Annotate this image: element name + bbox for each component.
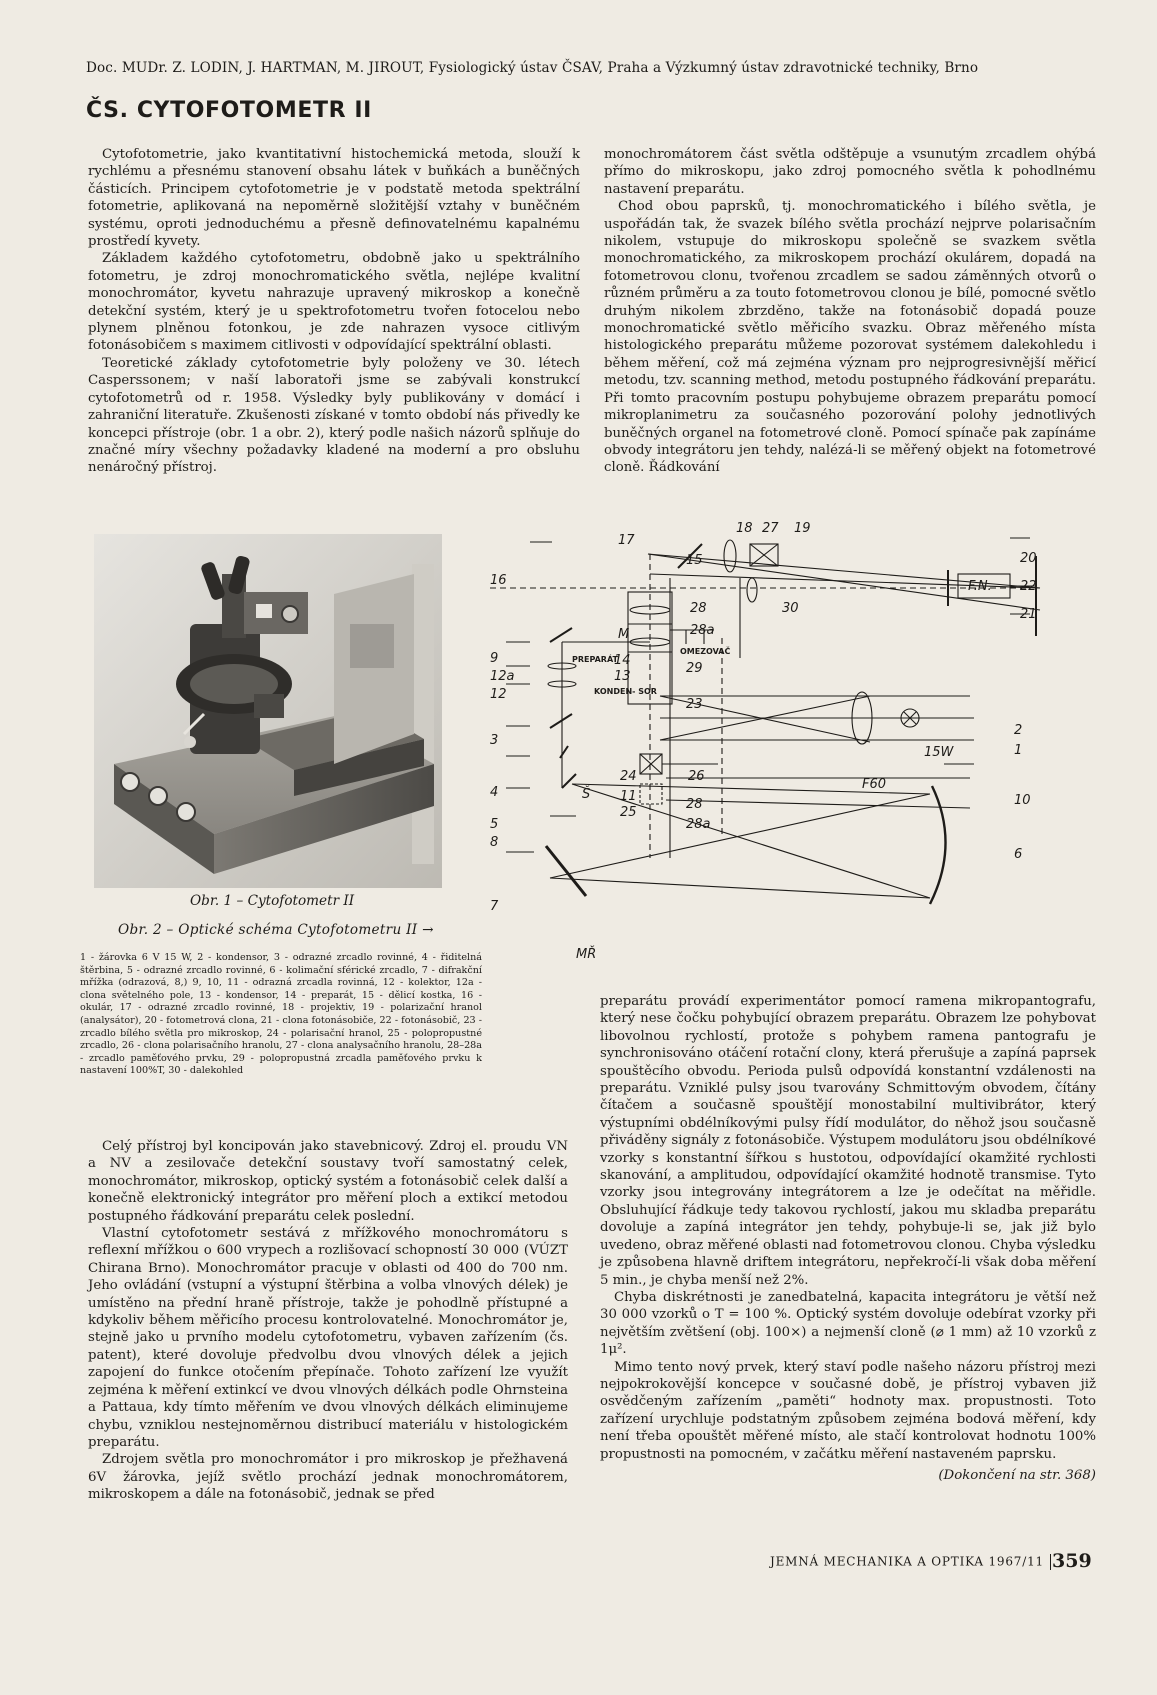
label-kondensor: KONDEN- SOR: [594, 687, 657, 696]
label-22: 22: [1020, 579, 1037, 594]
label-12a: 12a: [490, 669, 515, 684]
label-20: 20: [1020, 551, 1037, 566]
paragraph: preparátu provádí experimentátor pomocí ramena mikropantografu, který nese čočku pohybující obrazem preparátu. Obrazem lze pohybovat libovolnou rychlostí, protože s pohybem ramena pantografu je synchronisováno otáčení rotační clony, která přerušuje a zapíná paprsek spouštěcího obvodu. Perioda pulsů odpovídá konstantní vzdálenosti na preparátu. Vzniklé pulsy jsou tvarovány Schmittovým obvodem, čítány čítačem a současně spouštějí monostabilní multivibrátor, který výstupními obdélníkovými pulsy řídí modulátor, do něhož jsou současně přiváděny signály z fotonásobiče. Výstupem modulátoru jsou obdélníkové vzorky s konstantní šířkou s hustotou, odpovídající okamžité rychlosti skanování, a amplitudou, odpovídající okamžité hodnotě transmise. Tyto vzorky jsou integrovány integrátorem a lze je odečítat na měřidle. Obsluhující řádkuje tedy takovou rychlostí, jakou mu skladba preparátu dovoluje a zapíná integrátor jen tehdy, pohybuje-li se, jak již bylo uvedeno, obraz měřené oblasti nad fotometrovou clonou. Chyba výsledku je způsobena hlavně driftem integrátoru, nepřekročí-li však doba měření 5 min., je chyba menší než 2%.: [600, 994, 1096, 1288]
paragraph: Zdrojem světla pro monochromátor i pro mikroskop je přežhavená 6V žárovka, jejíž světlo prochází jednak monochromátorem, mikroskopem a dále na fotonásobič, jednak se před: [88, 1452, 568, 1503]
journal-name: JEMNÁ MECHANIKA A OPTIKA 1967/11: [770, 1554, 1044, 1569]
label-17: 17: [618, 533, 635, 548]
label-11: 11: [620, 789, 637, 804]
label-8: 8: [490, 835, 499, 850]
label-21: 21: [1020, 607, 1037, 622]
footer-divider: [1050, 1554, 1051, 1570]
label-grating: MŘ: [576, 947, 597, 958]
label-2: 2: [1014, 723, 1023, 738]
figure1-caption: Obr. 1 – Cytofotometr II: [190, 893, 355, 909]
label-12: 12: [490, 687, 507, 702]
article-title: ČS. CYTOFOTOMETR II: [86, 98, 372, 123]
label-1: 1: [1014, 743, 1023, 758]
label-photomultiplier: F.N.: [968, 579, 992, 594]
label-15: 15: [686, 553, 703, 568]
label-30: 30: [782, 601, 799, 616]
label-25: 25: [620, 805, 637, 820]
column-bottom-left: [88, 1138, 568, 1504]
label-19: 19: [794, 521, 811, 536]
label-f60: F60: [862, 777, 887, 792]
label-29: 29: [686, 661, 703, 676]
label-28-top: 28: [690, 601, 707, 616]
label-26: 26: [688, 769, 705, 784]
label-m: M: [618, 627, 630, 642]
column-bottom-right: [600, 993, 1096, 1484]
paragraph: monochromátorem část světla odštěpuje a vsunutým zrcadlem ohýbá přímo do mikroskopu, jako zdroj pomocného světla k pohodlnému nastavení preparátu.: [604, 147, 1096, 197]
label-6: 6: [1014, 847, 1023, 862]
page-number: 359: [1052, 1550, 1092, 1572]
label-5: 5: [490, 817, 499, 832]
figure2-caption: Obr. 2 – Optické schéma Cytofotometru II →: [118, 922, 434, 938]
label-24: 24: [620, 769, 637, 784]
label-preparat: PREPARÁT: [572, 655, 618, 664]
label-10: 10: [1014, 793, 1031, 808]
label-28a-bottom: 28a: [686, 817, 711, 832]
label-slit: Š: [582, 787, 591, 802]
label-14: 14: [614, 653, 631, 668]
column-top-right: [604, 146, 1096, 477]
label-28-bottom: 28: [686, 797, 703, 812]
paragraph: Cytofotometrie, jako kvantitativní histochemická metoda, slouží k rychlému a přesnému stanovení obsahu látek v buňkách a buněčných částicích. Principem cytofotometrie je v podstatě metoda spektrální fotometrie, aplikovaná na nepoměrně složitější vztahy v buněčném systému, oproti jednoduchému a přesně definovatelnému kapalnému prostředí kyvety.: [88, 147, 580, 250]
label-9: 9: [490, 651, 499, 666]
label-18: 18: [736, 521, 753, 536]
label-23: 23: [686, 697, 703, 712]
paragraph: Mimo tento nový prvek, který staví podle našeho názoru přístroj mezi nejpokrokovější koncepce v současné době, je přístroj vybaven již osvědčeným zařízením „paměti“ hodnoty max. propustnosti. Toto zařízení urychluje podstatným způsobem zejména bodová měření, kdy není třeba opouštět měřené místo, ale stačí kontrolovat hodnotu 100% propustnosti na pomocném, v začátku měření nastaveném paprsku.: [600, 1359, 1096, 1462]
label-13: 13: [614, 669, 631, 684]
label-27: 27: [762, 521, 779, 536]
author-line: Doc. MUDr. Z. LODIN, J. HARTMAN, M. JIROUT, Fysiologický ústav ČSAV, Praha a Výzkumný ústav zdravotnické techniky, Brno: [86, 60, 979, 76]
label-7: 7: [490, 899, 499, 914]
label-16: 16: [490, 573, 507, 588]
label-4: 4: [490, 785, 499, 800]
journal-footer: [770, 1554, 1057, 1570]
figure2-legend: 1 - žárovka 6 V 15 W, 2 - kondensor, 3 - odrazné zrcadlo rovinné, 4 - řiditelná štěrbina, 5 - odrazné zrcadlo rovinné, 6 - kolimační sférické zrcadlo, 7 - difrakční mřížka (odrazová, 8,) 9, 10, 11 - odrazná zrcadla rovinná, 12 - kolektor, 12a - clona světelného pole, 13 - kondensor, 14 - preparát, 15 - dělicí kostka, 16 - okulár, 17 - odrazné zrcadlo rovinné, 18 - projektiv, 19 - polarizační hranol (analysátor), 20 - fotometrová clona, 21 - clona fotonásobiče, 22 - fotonásobič, 23 - zrcadlo bílého světla pro mikroskop, 24 - polarisační hranol, 25 - polopropustné zrcadlo, 26 - clona polarisačního hranolu, 27 - clona analysačního hranolu, 28–28a - zrcadlo paměťového prvku, 29 - polopropustná zrcadla paměťového prvku k nastavení 100%T, 30 - dalekohled: [80, 952, 482, 1077]
label-28a-top: 28a: [690, 623, 715, 638]
optical-schematic: [490, 518, 1130, 958]
continuation-note: (Dokončení na str. 368): [938, 1467, 1096, 1483]
paragraph: Celý přístroj byl koncipován jako stavebnicový. Zdroj el. proudu VN a NV a zesilovače detekční soustavy tvoří samostatný celek, monochromátor, mikroskop, optický systém a fotonásobič celek další a konečně elektronický integrátor pro měření ploch a extikcí metodou postupného řádkování preparátu celek poslední.: [88, 1139, 568, 1224]
paragraph: Chyba diskrétnosti je zanedbatelná, kapacita integrátoru je větší než 30 000 vzorků o T = 100 %. Optický systém dovoluje odebírat vzorky při největším zvětšení (obj. 100×) a nejmenší cloně (⌀ 1 mm) až 10 vzorků z 1μ².: [600, 1289, 1096, 1358]
paragraph: Vlastní cytofotometr sestává z mřížkového monochromátoru s reflexní mřížkou o 600 vrypech a rozlišovací schopností 30 000 (VÚZT Chirana Brno). Monochromátor pracuje v oblasti od 400 do 700 nm. Jeho ovládání (vstupní a výstupní štěrbina a volba vlnových délek) je umístěno na přední hraně přístroje, takže je pohodlně přístupné a kdykoliv během měřicího procesu kontrolovatelné. Monochromátor je, stejně jako u prvního modelu cytofotometru, vybaven zařízením (čs. patent), které dovoluje předvolbu dvou vlnových délek a jejich zapojení do funkce otočením přepínače. Tohoto zařízení lze využít zejména k měření extinkcí ve dvou vlnových délkách podle Ohrnsteina a Pattaua, kdy tímto měřením ve dvou vlnových délkách eliminujeme chybu, vzniklou nestejnoměrnou distribucí materiálu v histologickém preparátu.: [88, 1226, 568, 1450]
label-omezovac: OMEZOVAČ: [680, 647, 731, 656]
paragraph: Teoretické základy cytofotometrie byly položeny ve 30. létech Casperssonem; v naší laboratoři jsme se zabývali konstrukcí cytofotometrů od r. 1958. Výsledky byly publikovány v domácí i zahraniční literatuře. Zkušenosti získané v tomto období nás přivedly ke koncepci přístroje (obr. 1 a obr. 2), který podle našich názorů splňuje do značné míry všechny požadavky kladené na moderní a pro obsluhu nenáročný přístroj.: [88, 355, 580, 476]
column-top-left: [88, 146, 580, 477]
paragraph: Chod obou paprsků, tj. monochromatického i bílého světla, je uspořádán tak, že svazek bílého světla prochází nejprve polarisačním nikolem, vstupuje do mikroskopu společně se svazkem světla monochromatického, za mikroskopem prochází okulárem, dopadá na fotometrovou clonu, tvořenou zrcadlem se sadou záměnných otvorů o různém průměru a za touto fotometrovou clonou je bílé, pomocné světlo druhým nikolem zbrzděno, takže na fotonásobič dopadá pouze monochromatické světlo měřicího svazku. Obraz měřeného místa histologického preparátu můžeme pozorovat systémem dalekohledu i během měření, což má zejména význam pro nejprogresivnější měřicí metodu, tzv. scanning method, metodu postupného řádkování preparátu. Při tomto pracovním postupu pohybujeme obrazem preparátu pomocí mikroplanimetru za současného pozorování polohy jednotlivých buněčných organel na fotometrové cloně. Pomocí spínače pak zapínáme obvody integrátoru jen tehdy, nalézá-li se měřený objekt na fotometrové cloně. Řádkování: [604, 199, 1096, 476]
cytophotometer-photo: [94, 534, 442, 888]
label-3: 3: [490, 733, 499, 748]
paragraph: Základem každého cytofotometru, obdobně jako u spektrálního fotometru, je zdroj monochromatického světla, nejlépe kvalitní monochromátor, kyvetu nahrazuje upravený mikroskop a konečně detekční systém, který je u spektrofotometru tvořen fotocelou nebo plynem plněnou fotonkou, je zde nahrazen vysoce citlivým fotonásobičem s maximem citlivosti v odpovídající spektrální oblasti.: [88, 251, 580, 354]
label-15w: 15W: [924, 745, 954, 760]
